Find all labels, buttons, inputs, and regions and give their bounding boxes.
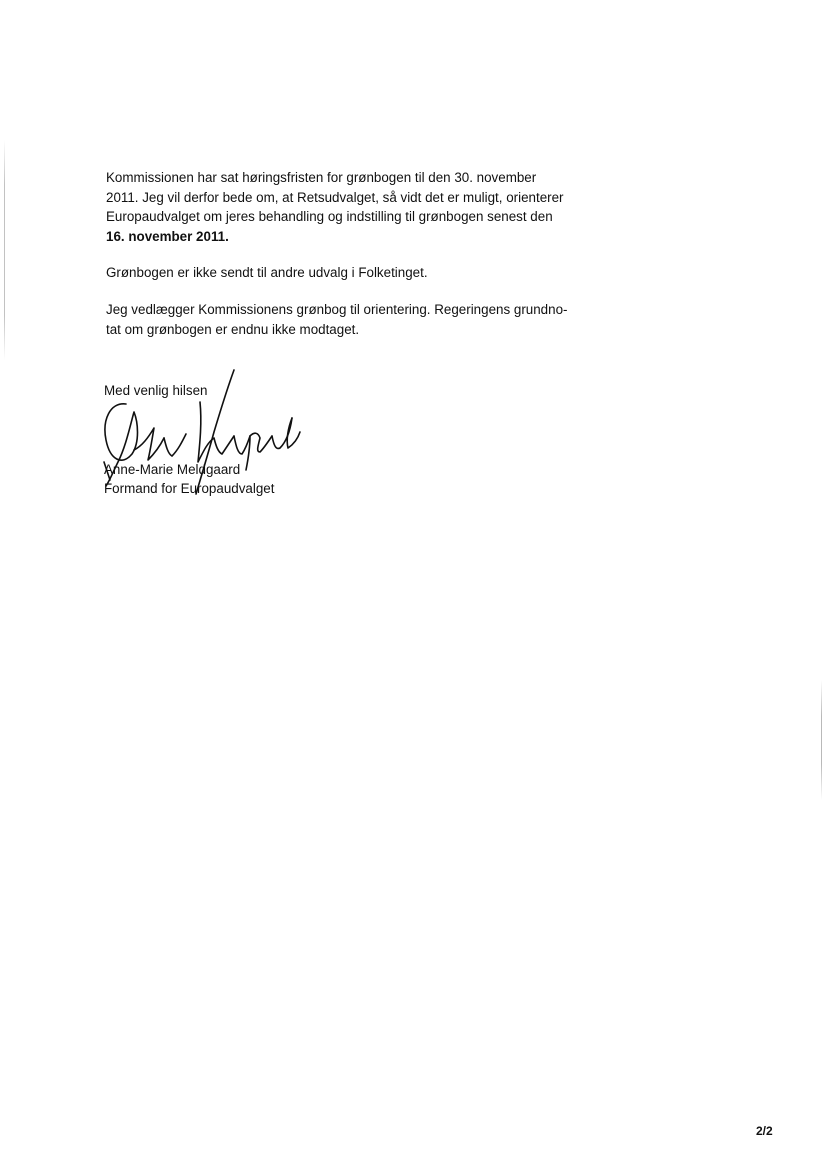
text-line: tat om grønbogen er endnu ikke modtaget. — [106, 321, 360, 337]
deadline-date: 16. november 2011 — [106, 228, 226, 244]
greeting: Med venlig hilsen — [104, 383, 208, 398]
deadline-punctuation: . — [225, 228, 229, 244]
paragraph-deadline — [106, 168, 586, 246]
text-line: Kommissionen har sat høringsfristen for grønbogen til den 30. november — [106, 170, 537, 185]
page-number: 2/2 — [756, 1124, 773, 1138]
text-line: Europaudvalget om jeres behandling og indstilling til grønbogen senest den — [106, 209, 553, 225]
letter-closing — [104, 381, 274, 499]
scan-edge-mark — [821, 680, 822, 800]
deadline-line — [106, 227, 586, 247]
letter-body — [106, 168, 586, 356]
scan-edge-mark — [4, 140, 5, 360]
signatory-name: Anne-Marie Meldgaard — [104, 461, 241, 477]
text-line: Grønbogen er ikke sendt til andre udvalg i Folketinget. — [106, 265, 428, 281]
text-line: 2011. Jeg vil derfor bede om, at Retsudvalget, så vidt det er muligt, orienterer — [106, 189, 564, 205]
text-line: Jeg vedlægger Kommissionens grønbog til orientering. Regeringens grundno- — [106, 301, 568, 317]
paragraph-committees — [106, 263, 586, 283]
paragraph-attachment — [106, 300, 586, 339]
signatory-title: Formand for Europaudvalget — [104, 481, 275, 497]
